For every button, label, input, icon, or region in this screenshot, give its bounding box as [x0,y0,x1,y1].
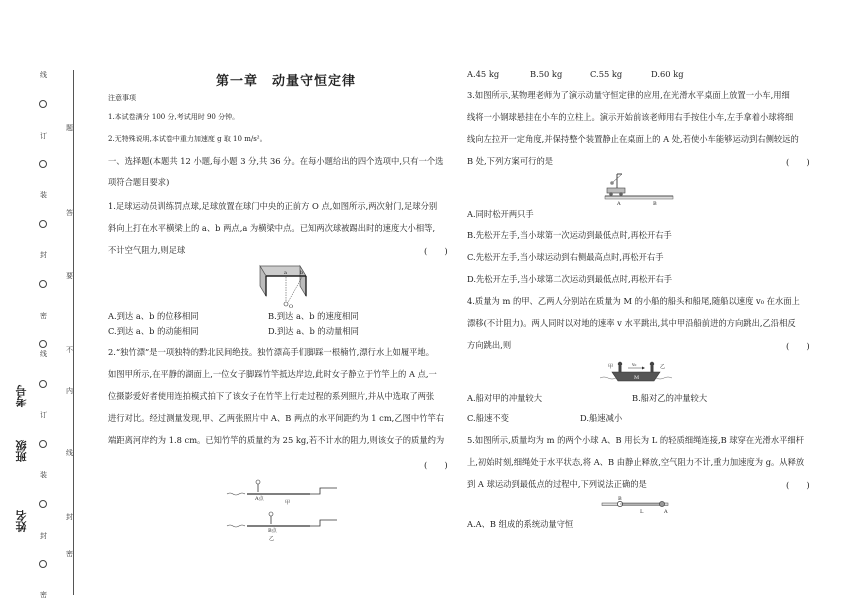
q2-line-2: 如图甲所示,在平静的湖面上,一位女子脚踩竹竿抵达岸边,此时女子静立于竹竿上的 A 点,一 [108,369,437,379]
q4-fig-label-v0: v₀ [632,363,637,368]
q1-fig-label-a: a [284,270,287,276]
binding-char-left: 装 [40,471,47,479]
q2-fig-label-jia: 甲 [285,500,291,506]
q2-bamboo-figure [225,476,340,544]
q2-line-1: 2.“独竹漂”是一项独特的黔北民间绝技。独竹漂高手们脚踩一根楠竹,漂行水上如履平地。 [108,347,435,357]
q4-line-3: 方向跳出,则 [467,340,512,350]
q4-fig-label-yi: 乙 [660,364,666,370]
section-heading-line-1: 一、选择题(本题共 12 小题,每小题 3 分,共 36 分。在每小题给出的四个选项中,只有一个选 [108,156,444,166]
q4-answer-paren: ( ) [786,342,810,352]
q1-fig-label-b: b [300,270,304,276]
q5-line-2: 上,初始时刻,细绳处于水平状态,将 A、B 由静止释放,空气阻力不计,重力加速度为 g。从释放 [467,457,805,467]
q2-option-a: A.45 kg [467,69,500,79]
q2-line-3: 位摄影爱好者使用连拍模式拍下了该女子在竹竿上行走过程的系列照片,并从中选取了两张 [108,391,435,401]
q2-option-d: D.60 kg [651,69,684,79]
binding-hole-icon [39,380,47,388]
binding-label: 班级 [15,440,28,462]
binding-char-left: 封 [40,251,47,259]
binding-hole-icon [39,280,47,288]
q3-answer-paren: ( ) [786,158,810,168]
q4-line-2: 漂移(不计阻力)。两人同时以对地的速率 v 水平跳出,其中甲沿船前进的方向跳出,乙沿相反 [467,318,796,328]
q2-fig-label-a: A点 [255,496,264,502]
binding-hole-icon [39,440,47,448]
binding-char-right: 题 [66,124,73,132]
binding-char-right: 不 [66,346,73,354]
q3-option-d: D.先松开左手,当小球第二次运动到最低点时,再松开右手 [467,274,673,284]
q2-fig-label-yi: 乙 [269,536,275,542]
binding-label: 姓名 [15,510,28,532]
binding-char-left: 封 [40,532,47,540]
q4-line-1: 4.质量为 m 的甲、乙两人分别站在质量为 M 的小船的船头和船尾,随船以速度 v₀ 在水面上 [467,296,800,306]
notice-line-1: 1.本试卷满分 100 分,考试用时 90 分钟。 [108,113,240,121]
q5-line-1: 5.如图所示,质量均为 m 的两个小球 A、B 用长为 L 的轻质细绳连接,B 球穿在光滑水平细杆 [467,435,805,445]
q5-fig-label-l: L [640,509,644,515]
q4-option-a: A.船对甲的冲量较大 [467,393,543,403]
q1-line-1: 1.足球运动员训练罚点球,足球放置在球门中央的正前方 O 点,如图所示,两次射门,足球分别 [108,201,438,211]
q1-line-3: 不计空气阻力,则足球 [108,245,186,255]
q3-fig-label-a: A [617,201,621,206]
q3-option-c: C.先松开左手,当小球运动到右侧最高点时,再松开右手 [467,252,664,262]
binding-hole-icon [39,560,47,568]
notice-line-2: 2.无特殊说明,本试卷中重力加速度 g 取 10 m/s²。 [108,135,267,143]
q4-fig-label-jia: 甲 [608,364,614,370]
binding-char-left: 装 [40,191,47,199]
q1-fig-label-o: O [289,304,294,308]
q1-goal-figure [250,262,312,308]
binding-label: 考号 [15,385,28,407]
q1-option-d: D.到达 a、b 的动量相同 [268,326,359,336]
q4-option-d: D.船速减小 [580,413,623,423]
q5-option-a: A.A、B 组成的系统动量守恒 [467,519,574,529]
q3-option-b: B.先松开左手,当小球第一次运动到最低点时,再松开右手 [467,230,672,240]
q5-fig-label-b: B [618,496,622,502]
binding-hole-icon [39,100,47,108]
q1-option-b: B.到达 a、b 的速度相同 [268,311,359,321]
q2-line-5: 端距离河岸约为 1.8 cm。已知竹竿的质量约为 25 kg,若不计水的阻力,则该女子的质量约为 [108,435,445,445]
binding-char-left: 线 [40,71,47,79]
q3-line-4: B 处,下列方案可行的是 [467,156,554,166]
q4-fig-label-m: M [634,375,640,381]
q1-line-2: 斜向上打在水平横梁上的 a、b 两点,a 为横梁中点。已知两次球被踢出时的速度大小相等, [108,223,436,233]
q3-option-a: A.同时松开两只手 [467,209,534,219]
binding-char-right: 线 [66,449,73,457]
q3-line-1: 3.如图所示,某物理老师为了演示动量守恒定律的应用,在光滑水平桌面上放置一小车,用细 [467,90,790,100]
q2-answer-paren: ( ) [424,461,448,471]
q2-option-b: B.50 kg [530,69,563,79]
q5-rod-figure [600,494,672,518]
q4-boat-figure [598,356,676,388]
q4-option-b: B.船对乙的冲量较大 [632,393,708,403]
q1-option-c: C.到达 a、b 的动能相同 [108,326,199,336]
binding-char-right: 要 [66,272,73,280]
q3-line-3: 线向左拉开一定角度,并保持整个装置静止在桌面上的 A 处,若使小车能够运动到右侧较远的 [467,134,799,144]
q1-answer-paren: ( ) [424,247,448,257]
binding-char-right: 答 [66,209,73,217]
binding-hole-icon [39,500,47,508]
binding-char-left: 密 [40,591,47,599]
notice-heading: 注意事项 [108,94,136,102]
binding-char-left: 订 [40,411,47,419]
page-title: 第一章 动量守恒定律 [216,74,357,89]
q4-option-c: C.船速不变 [467,413,509,423]
q2-option-c: C.55 kg [590,69,623,79]
q1-option-a: A.到达 a、b 的位移相同 [108,311,199,321]
q5-fig-label-a: A [664,509,668,515]
binding-hole-icon [39,220,47,228]
q2-fig-label-b: B点 [268,528,277,534]
binding-char-right: 密 [66,550,73,558]
binding-char-right: 内 [66,387,73,395]
binding-char-left: 订 [40,132,47,140]
binding-char-right: 封 [66,513,73,521]
q2-line-4: 进行对比。经过测量发现,甲、乙两张照片中 A、B 两点的水平间距约为 1 cm,乙图中竹竿右 [108,413,445,423]
binding-hole-icon [39,160,47,168]
q5-answer-paren: ( ) [786,481,810,491]
binding-line [73,70,74,595]
q3-line-2: 线将一小钢球悬挂在小车的立柱上。演示开始前该老师用右手按住小车,左手拿着小球将细 [467,112,794,122]
q5-line-3: 到 A 球运动到最低点的过程中,下列说法正确的是 [467,479,647,489]
q3-cart-figure [603,170,675,206]
binding-char-left: 线 [40,350,47,358]
q3-fig-label-b: B [653,201,657,206]
binding-char-left: 密 [40,312,47,320]
binding-hole-icon [39,340,47,348]
section-heading-line-2: 项符合题目要求) [108,177,170,187]
